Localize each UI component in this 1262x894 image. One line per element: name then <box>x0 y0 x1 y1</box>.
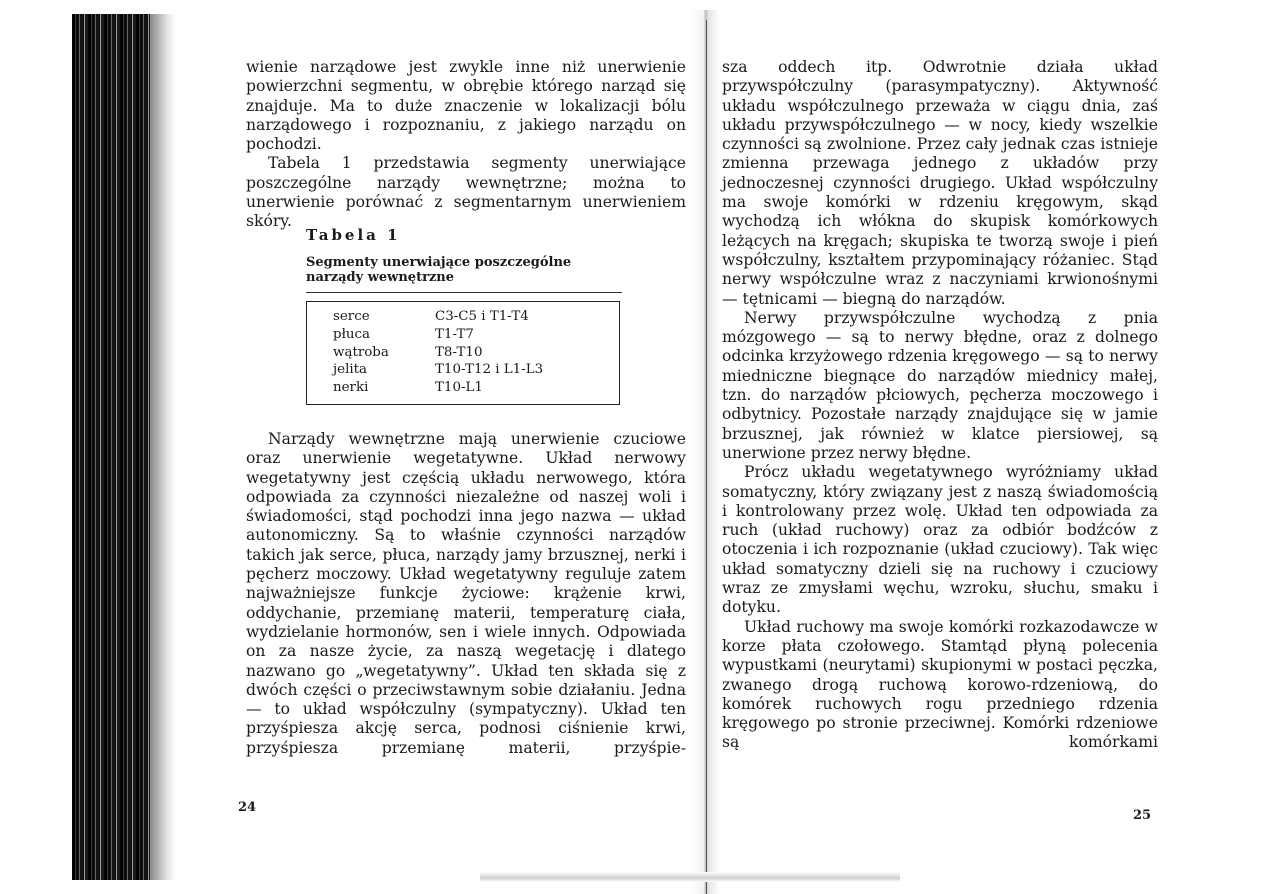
table-label: Tabela 1 <box>306 226 401 244</box>
segments-table <box>306 301 620 405</box>
right-page-text <box>722 58 1158 753</box>
table-row <box>333 379 543 397</box>
page-number-left: 24 <box>238 800 257 815</box>
page-bottom-edge <box>480 872 900 882</box>
table-caption: Segmenty unerwiające poszczególne narządy wewnętrzne <box>306 255 572 285</box>
paragraph-2: Tabela 1 przedstawia segmenty unerwiające poszczególne narządy wewnętrzne; można to unerwienie porównać z segmentarnym unerwieniem skóry. <box>246 154 686 231</box>
segments-cell: T10-L1 <box>435 380 483 396</box>
left-page-intro-text <box>246 58 686 232</box>
segments-cell: C3-C5 i T1-T4 <box>435 309 529 324</box>
page-number-right: 25 <box>1133 808 1152 823</box>
segments-cell: T8-T10 <box>435 344 483 360</box>
paragraph-4: sza oddech itp. Odwrotnie działa układ przywspółczulny (parasympatyczny). Aktywność układu współczulnego przeważa w ciągu dnia, zaś układu przywspółczulnego — w nocy, kiedy wszelkie czynności są zwolnione. Przez cały jednak czas istnieje zmienna przewaga jednego z układów przy jednoczesnej czynności drugiego. Układ współczulny ma swoje komórki w rdzeniu kręgowym, skąd wychodzą ich włókna do skupisk komórkowych leżących na kręgach; skupiska te tworzą swoje i pień współczulny, kształtem przypominający różaniec. Stąd nerwy współczulne wraz z naczyniami krwionośnymi — tętnicami — biegną do narządów. <box>722 58 1158 308</box>
table-row <box>333 361 543 379</box>
organ-cell: serce <box>333 309 370 324</box>
book-gutter <box>690 10 720 894</box>
table-row <box>333 308 543 326</box>
paragraph-1: wienie narządowe jest zwykle inne niż unerwienie powierzchni segmentu, w obrębie którego narząd się znajduje. Ma to duże znaczenie w lokalizacji bólu narządowego i rozpoznaniu, z jakiego narządu on pochodzi. <box>246 58 686 154</box>
organ-cell: płuca <box>333 326 371 342</box>
spine-fade <box>150 14 176 880</box>
paragraph-5: Nerwy przywspółczulne wychodzą z pnia mózgowego — są to nerwy błędne, oraz z dolnego odcinka krzyżowego rdzenia kręgowego — są to nerwy miedniczne biegnące do narządów miednicy małej, tzn. do narządów płciowych, pęcherza moczowego i odbytnicy. Pozostałe narządy znajdujące się w jamie brzusznej, jak również w klatce piersiowej, są unerwione przez nerwy błędne. <box>722 308 1158 462</box>
organ-cell: wątroba <box>333 344 389 360</box>
table-row <box>333 326 543 344</box>
paragraph-7: Układ ruchowy ma swoje komórki rozkazodawcze w korze płata czołowego. Stamtąd płyną polecenia wypustkami (neurytami) skupionymi w postaci pęczka, zwanego drogą ruchową korowo-rdzeniową, do komórek ruchowych rogu przedniego rdzenia kręgowego po stronie przeciwnej. Komórki rdzeniowe są komórkami <box>722 617 1158 752</box>
left-page-main-text <box>246 430 686 758</box>
paragraph-3: Narządy wewnętrzne mają unerwienie czuciowe oraz unerwienie wegetatywne. Układ nerwowy wegetatywny jest częścią układu nerwowego, która odpowiada za czynności niezależne od naszej woli i świadomości, stąd pochodzi inna jego nazwa — układ autonomiczny. Są to właśnie czynności narządów takich jak serce, płuca, narządy jamy brzusznej, nerki i pęcherz moczowy. Układ wegetatywny reguluje zatem najważniejsze funkcje życiowe: krążenie krwi, oddychanie, przemianę materii, temperaturę ciała, wydzielanie hormonów, sen i wiele innych. Odpowiada on za nasze życie, za naszą wegetację i dlatego nazwano go „wegetatywny”. Układ ten składa się z dwóch części o przeciwstawnym sobie działaniu. Jedna — to układ współczulny (sympatyczny). Układ ten przyśpiesza akcję serca, podnosi ciśnienie krwi, przyśpiesza przemianę materii, przyśpie- <box>246 430 686 757</box>
organ-cell: nerki <box>333 380 369 396</box>
organ-cell: jelita <box>333 362 368 378</box>
book-spine-shadow <box>72 14 150 880</box>
gutter-line <box>706 20 707 894</box>
caption-rule <box>306 292 622 293</box>
segments-cell: T1-T7 <box>435 326 474 342</box>
paragraph-6: Prócz układu wegetatywnego wyróżniamy układ somatyczny, który związany jest z naszą świadomością i kontrolowany przez wolę. Układ ten odpowiada za ruch (układ ruchowy) oraz za odbiór bodźców z otoczenia i ich rozpoznanie (układ czuciowy). Tak więc układ somatyczny dzieli się na ruchowy i czuciowy wraz ze zmysłami węchu, wzroku, słuchu, smaku i dotyku. <box>722 463 1158 617</box>
table-row <box>333 344 543 362</box>
segments-cell: T10-T12 i L1-L3 <box>435 362 544 378</box>
